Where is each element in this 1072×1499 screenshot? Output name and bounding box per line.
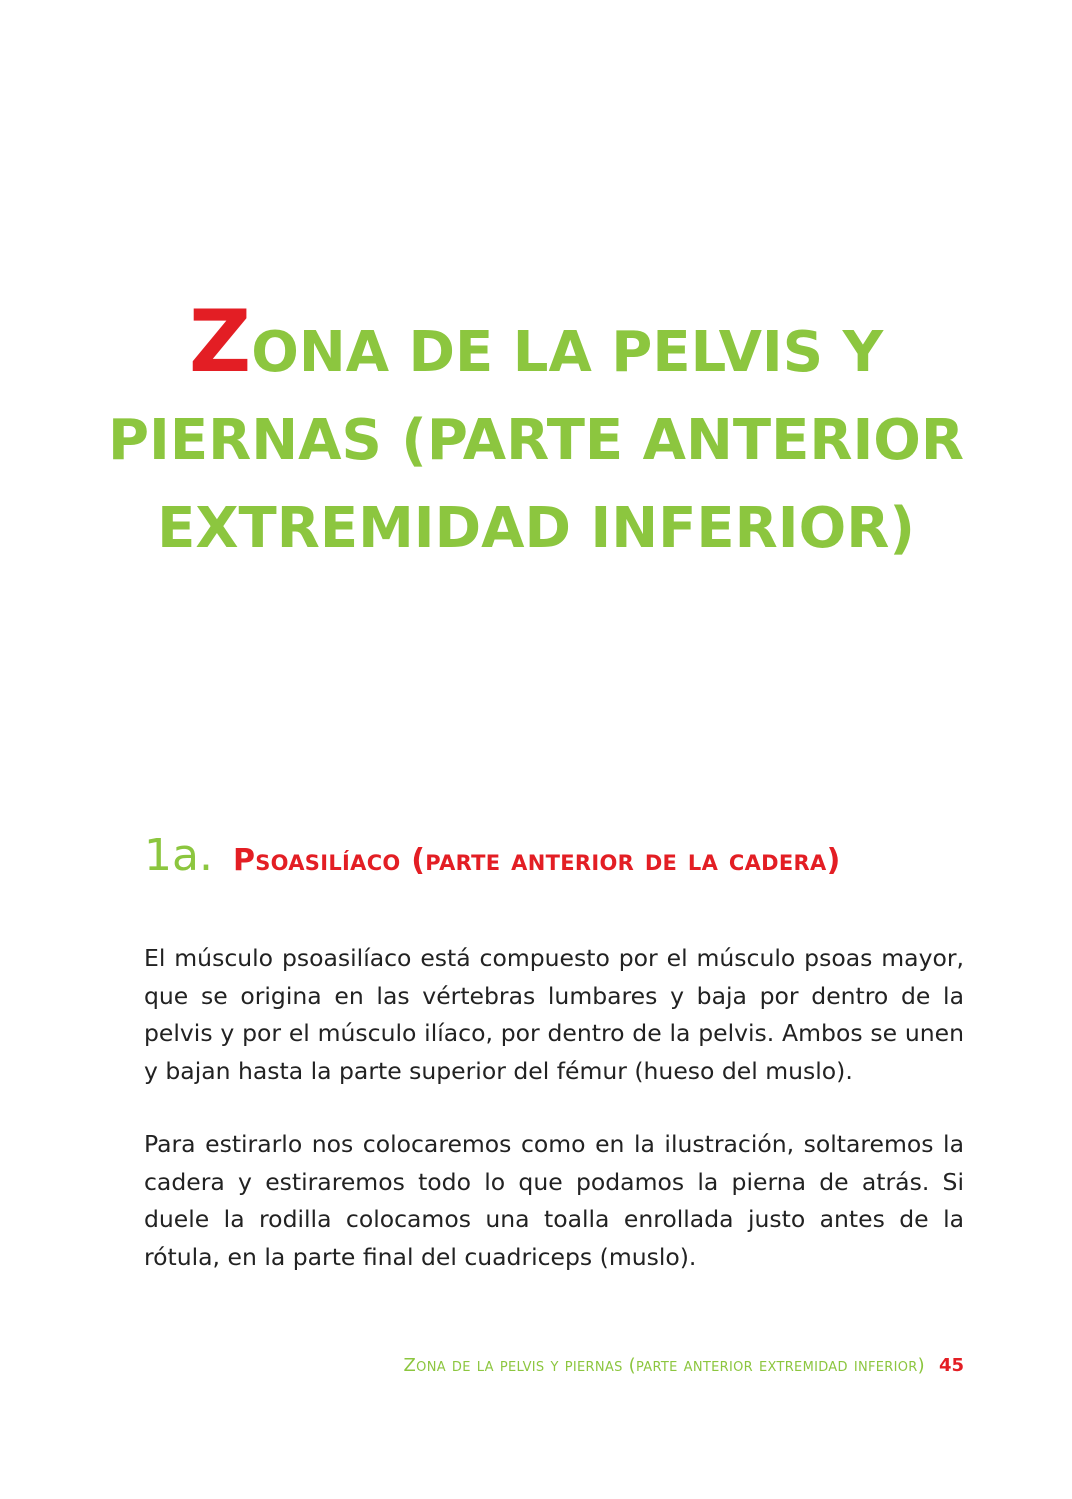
chapter-title-line2: PIERNAS (PARTE ANTERIOR xyxy=(107,408,965,473)
chapter-title-line1: ONA DE LA PELVIS Y xyxy=(251,320,884,385)
footer-running-title: Zona de la pelvis y piernas (parte anterior extremidad inferior) xyxy=(403,1355,925,1376)
chapter-title xyxy=(0,292,1072,573)
chapter-title-line3: EXTREMIDAD INFERIOR) xyxy=(157,496,915,561)
body-paragraph-2: Para estirarlo nos colocaremos como en la ilustración, soltaremos la cadera y estiraremos todo lo que podamos la pierna de atrás. Si duele la rodilla colocamos una toalla enrollada justo antes de la rótula, en la parte final del cuadriceps (muslo). xyxy=(144,1130,964,1271)
section-title: Psoasilíaco (parte anterior de la cadera) xyxy=(232,843,841,878)
page-number: 45 xyxy=(938,1355,964,1376)
page-footer xyxy=(404,1355,964,1376)
section-heading xyxy=(144,830,1004,881)
section-number: 1a. xyxy=(144,830,213,881)
chapter-title-initial: Z xyxy=(188,292,252,392)
body-paragraph-1: El músculo psoasilíaco está compuesto por el músculo psoas mayor, que se origina en las vértebras lumbares y baja por dentro de la pelvis y por el músculo ilíaco, por dentro de la pelvis. Ambos se unen y bajan hasta la parte superior del fémur (hueso del muslo). xyxy=(144,944,964,1085)
